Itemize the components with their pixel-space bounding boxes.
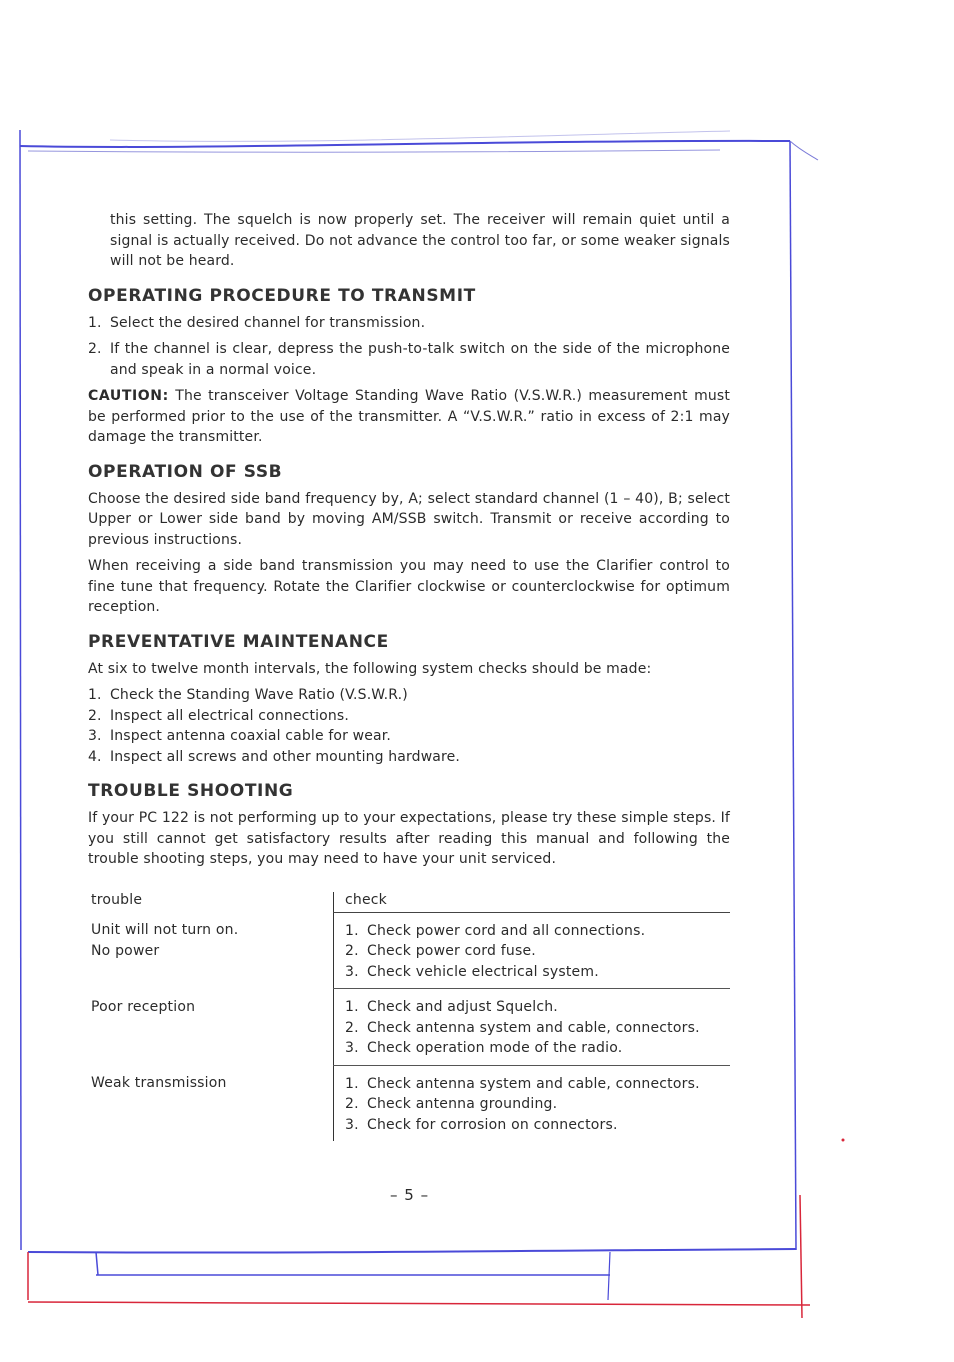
check-text: Check power cord and all connections.: [367, 922, 646, 939]
check-item: [345, 1074, 730, 1095]
step-number: 1.: [88, 314, 102, 331]
ssb-heading: OPERATION OF SSB: [88, 461, 283, 482]
red-dot: [842, 1139, 845, 1142]
check-cell: [334, 1065, 731, 1141]
page-number: – 5 –: [390, 1186, 430, 1204]
header-trouble: trouble: [91, 891, 143, 908]
intro-paragraph: this setting. The squelch is now properly set. The receiver will remain quiet until a signal is actually received. Do not advance the control too far, or some weaker signals will not be heard.: [110, 212, 730, 269]
check-item: [345, 1018, 730, 1039]
trouble-text: Weak transmission: [91, 1075, 227, 1091]
check-text: Check antenna grounding.: [367, 1096, 558, 1112]
header-check: check: [334, 892, 731, 913]
check-cell: [334, 989, 731, 1066]
frame-right-tick: [790, 141, 818, 160]
item-text: Inspect all electrical connections.: [110, 707, 349, 724]
check-number: 2.: [345, 943, 359, 959]
item-text: Inspect antenna coaxial cable for wear.: [110, 728, 391, 744]
frame-top-line: [20, 141, 790, 147]
manual-page: [88, 210, 730, 1141]
item-text: Inspect all screws and other mounting hardware.: [110, 748, 461, 765]
frame-bottom-tick-2: [608, 1252, 610, 1300]
item-number: 4.: [88, 748, 102, 765]
check-text: Check and adjust Squelch.: [367, 999, 558, 1015]
check-item: [345, 1038, 730, 1059]
list-item: [88, 747, 730, 768]
trouble-cell: [90, 912, 334, 989]
frame-bottom-line: [28, 1249, 796, 1253]
check-item: [345, 921, 730, 942]
transmit-steps: [88, 313, 730, 381]
ssb-paragraph-2: When receiving a side band transmission you may need to use the Clarifier control to fine tune that frequency. Rotate the Clarifier clockwise or counterclockwise for optimum reception.: [88, 558, 730, 615]
ssb-paragraph-1: Choose the desired side band frequency by, A; select standard channel (1 – 40), B; select Upper or Lower side band by moving AM/SSB switch. Transmit or receive according to previous instructions.: [88, 490, 730, 548]
trouble-text: Unit will not turn on.: [91, 922, 239, 938]
check-number: 3.: [345, 1040, 359, 1056]
check-item: [345, 997, 730, 1018]
frame-top-line-3: [110, 131, 730, 141]
check-text: Check antenna system and cable, connectors.: [367, 1075, 700, 1092]
step-text: Select the desired channel for transmission.: [110, 314, 426, 331]
maintenance-heading: PREVENTATIVE MAINTENANCE: [88, 631, 389, 652]
step-text: If the channel is clear, depress the push-to-talk switch on the side of the microphone and speak in a normal voice.: [110, 341, 730, 378]
frame-red-right: [800, 1195, 802, 1318]
list-item: [88, 726, 730, 747]
check-number: 2.: [345, 1096, 359, 1112]
trouble-text: No power: [91, 942, 160, 959]
list-item: [88, 685, 730, 706]
check-item: [345, 1115, 730, 1136]
trouble-cell: [90, 1065, 334, 1141]
troubleshooting-table: [90, 892, 730, 1142]
check-text: Check for corrosion on connectors.: [367, 1116, 618, 1133]
check-number: 2.: [345, 1019, 359, 1036]
check-text: Check operation mode of the radio.: [367, 1040, 623, 1056]
trouble-text: Poor reception: [91, 998, 196, 1015]
transmit-heading: OPERATING PROCEDURE TO TRANSMIT: [88, 285, 476, 306]
table-row: [90, 989, 730, 1066]
list-item: [88, 339, 730, 380]
maintenance-intro: At six to twelve month intervals, the following system checks should be made:: [88, 660, 652, 677]
check-cell: [334, 912, 731, 989]
caution-paragraph: [88, 386, 730, 448]
check-number: 1.: [345, 999, 359, 1015]
frame-top-line-2: [28, 150, 720, 152]
frame-red-bottom: [28, 1302, 810, 1305]
frame-right-line: [790, 141, 796, 1250]
check-text: Check vehicle electrical system.: [367, 963, 599, 980]
item-number: 3.: [88, 728, 102, 744]
check-item: [345, 962, 730, 983]
frame-bottom-tick: [96, 1252, 98, 1275]
caution-label: CAUTION:: [88, 388, 169, 404]
list-item: [88, 313, 730, 334]
table-header-row: [90, 892, 730, 913]
check-item: [345, 941, 730, 962]
step-number: 2.: [88, 341, 102, 357]
check-number: 1.: [345, 1075, 359, 1092]
check-text: Check antenna system and cable, connectors.: [367, 1019, 700, 1036]
item-number: 2.: [88, 707, 102, 724]
maintenance-list: [88, 685, 730, 767]
check-number: 3.: [345, 963, 359, 980]
item-number: 1.: [88, 687, 102, 703]
list-item: [88, 706, 730, 727]
troubleshooting-intro: If your PC 122 is not performing up to your expectations, please try these simple steps. If you still cannot get satisfactory results after reading this manual and following the trouble shooting steps, you may need to have your unit serviced.: [88, 810, 730, 867]
table-row: [90, 1065, 730, 1141]
frame-left-line: [20, 130, 21, 1250]
caution-text: The transceiver Voltage Standing Wave Ratio (V.S.W.R.) measurement must be performed prior to the use of the transmitter. A “V.S.W.R.” ratio in excess of 2:1 may damage the transmitter.: [88, 388, 730, 445]
troubleshooting-heading: TROUBLE SHOOTING: [88, 781, 294, 801]
item-text: Check the Standing Wave Ratio (V.S.W.R.): [110, 687, 408, 703]
check-number: 1.: [345, 922, 359, 939]
trouble-cell: [90, 989, 334, 1066]
check-item: [345, 1094, 730, 1115]
check-number: 3.: [345, 1116, 359, 1133]
check-text: Check power cord fuse.: [367, 943, 536, 959]
table-row: [90, 912, 730, 989]
